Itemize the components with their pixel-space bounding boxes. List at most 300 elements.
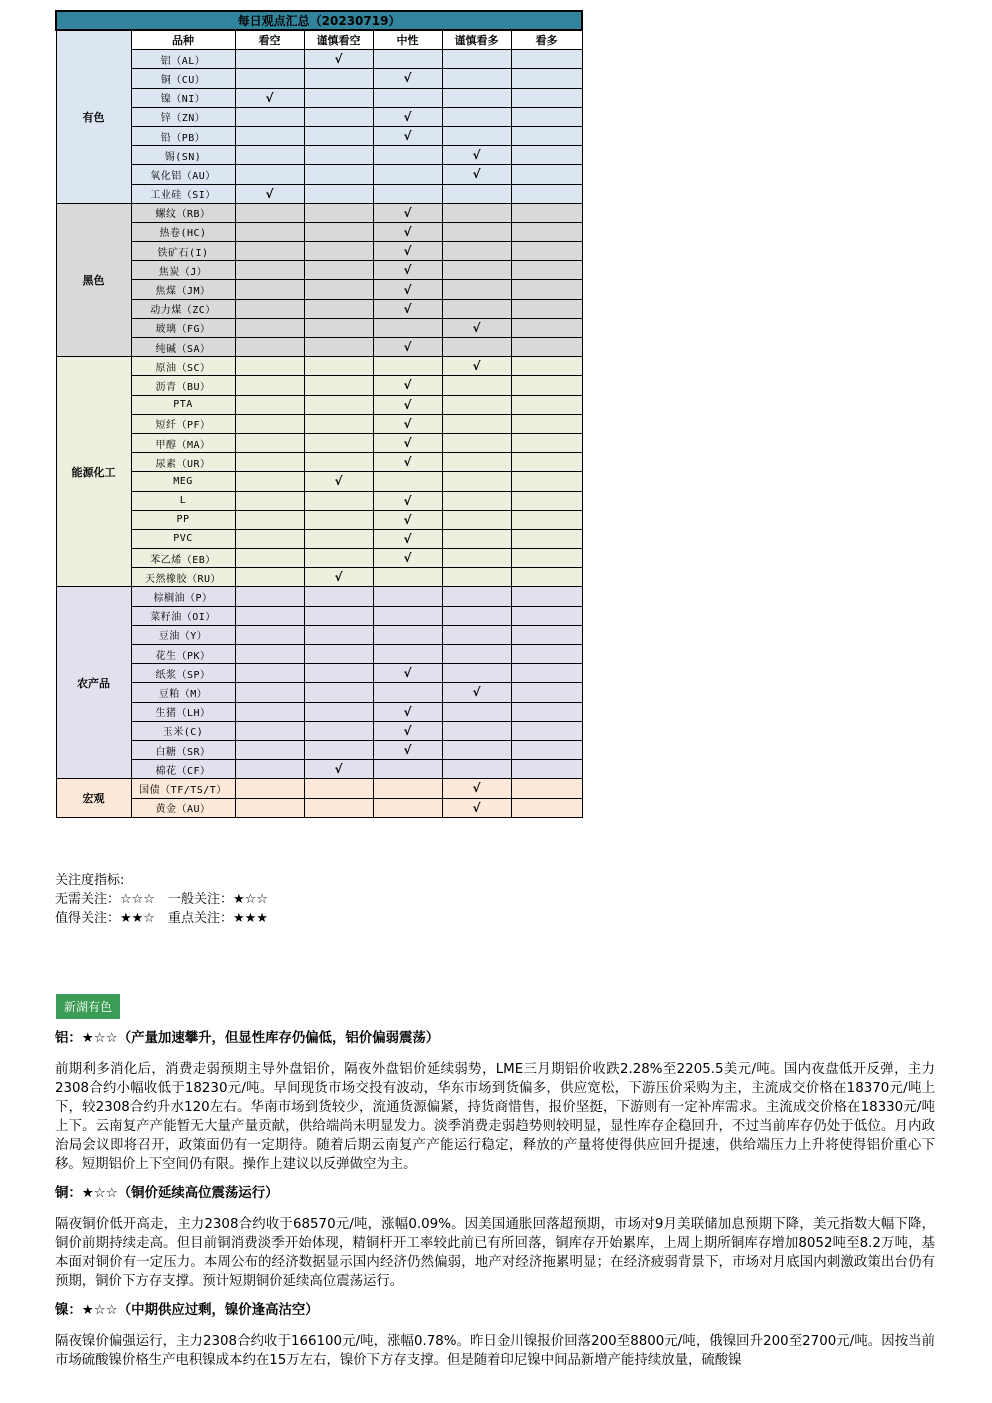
view-cell: [373, 50, 442, 69]
sector-label: 能源化工: [56, 357, 131, 587]
view-cell: [511, 433, 582, 452]
section-badge: 新湖有色: [56, 994, 120, 1019]
view-cell: [235, 357, 304, 376]
view-cell: [304, 779, 373, 798]
sector-label: 农产品: [56, 587, 131, 779]
table-row: [56, 645, 582, 664]
view-cell: [304, 261, 373, 280]
view-check-mark: √: [442, 683, 511, 702]
nickel-body: 隔夜镍价偏强运行，主力2308合约收于166100元/吨，涨幅0.78%。昨日金川镍报价回落200至8800元/吨，俄镍回升200至2700元/吨。因按当前市场硫酸镍价格生产电积镍成本约在15万左右，镍价下方存支撑。但是随着印尼镍中间品新增产能持续放量，硫酸镍: [55, 1334, 935, 1368]
view-cell: [442, 242, 511, 261]
table-row: [56, 702, 582, 721]
view-cell: [442, 299, 511, 318]
item-name: 动力煤（ZC）: [131, 299, 235, 318]
view-cell: [511, 721, 582, 740]
view-cell: [235, 664, 304, 683]
table-row: [56, 50, 582, 69]
legend-line-2: 值得关注：★★☆ 重点关注：★★★: [55, 911, 268, 926]
view-check-mark: √: [442, 798, 511, 817]
view-cell: [304, 491, 373, 510]
view-cell: [511, 107, 582, 126]
view-cell: [442, 529, 511, 548]
view-cell: [373, 88, 442, 107]
view-check-mark: √: [373, 453, 442, 472]
view-cell: [304, 510, 373, 529]
item-name: 纯碱（SA）: [131, 338, 235, 357]
view-check-mark: √: [373, 491, 442, 510]
view-cell: [511, 740, 582, 759]
item-name: PVC: [131, 529, 235, 548]
view-check-mark: √: [235, 88, 304, 107]
view-cell: [442, 50, 511, 69]
view-cell: [373, 165, 442, 184]
view-cell: [511, 165, 582, 184]
item-name: 菜籽油（OI）: [131, 606, 235, 625]
view-cell: [304, 203, 373, 222]
view-cell: [235, 798, 304, 817]
view-cell: [235, 299, 304, 318]
view-cell: [442, 261, 511, 280]
view-cell: [235, 318, 304, 337]
view-check-mark: √: [373, 529, 442, 548]
view-cell: [511, 625, 582, 644]
view-cell: [442, 721, 511, 740]
view-cell: [511, 203, 582, 222]
table-row: [56, 146, 582, 165]
view-cell: [304, 357, 373, 376]
view-check-mark: √: [373, 338, 442, 357]
view-cell: [304, 318, 373, 337]
view-cell: [235, 549, 304, 568]
view-cell: [442, 549, 511, 568]
view-cell: [511, 261, 582, 280]
view-cell: [442, 664, 511, 683]
view-check-mark: √: [304, 472, 373, 491]
view-cell: [373, 568, 442, 587]
table-row: [56, 510, 582, 529]
table-row: [56, 395, 582, 414]
view-cell: [235, 376, 304, 395]
item-name: 热卷(HC): [131, 222, 235, 241]
view-cell: [304, 280, 373, 299]
view-check-mark: √: [373, 395, 442, 414]
view-cell: [304, 69, 373, 88]
view-cell: [511, 184, 582, 203]
view-check-mark: √: [373, 280, 442, 299]
view-cell: [235, 779, 304, 798]
item-name: 锡(SN): [131, 146, 235, 165]
view-cell: [442, 510, 511, 529]
view-cell: [511, 702, 582, 721]
view-cell: [511, 645, 582, 664]
view-cell: [442, 203, 511, 222]
item-name: 铝（AL）: [131, 50, 235, 69]
view-cell: [235, 165, 304, 184]
item-name: 豆油（Y）: [131, 625, 235, 644]
item-name: 铜（CU）: [131, 69, 235, 88]
view-cell: [304, 529, 373, 548]
view-check-mark: √: [304, 760, 373, 779]
view-cell: [442, 107, 511, 126]
table-row: [56, 529, 582, 548]
item-name: 铁矿石(I): [131, 242, 235, 261]
view-check-mark: √: [442, 318, 511, 337]
view-check-mark: √: [373, 126, 442, 145]
table-row: [56, 222, 582, 241]
view-cell: [511, 222, 582, 241]
table-row: [56, 664, 582, 683]
view-cell: [304, 721, 373, 740]
view-cell: [304, 338, 373, 357]
view-cell: [511, 126, 582, 145]
view-cell: [304, 107, 373, 126]
item-name: 天然橡胶（RU）: [131, 568, 235, 587]
table-row: [56, 242, 582, 261]
table-row: [56, 433, 582, 452]
view-cell: [442, 184, 511, 203]
view-cell: [373, 779, 442, 798]
header-item: 品种: [131, 30, 235, 50]
table-row: [56, 126, 582, 145]
item-name: 花生（PK）: [131, 645, 235, 664]
view-cell: [304, 184, 373, 203]
view-cell: [373, 587, 442, 606]
view-cell: [304, 414, 373, 433]
view-check-mark: √: [373, 740, 442, 759]
view-cell: [304, 606, 373, 625]
item-name: 镍（NI）: [131, 88, 235, 107]
item-name: PTA: [131, 395, 235, 414]
view-cell: [511, 338, 582, 357]
table-row: [56, 261, 582, 280]
view-cell: [304, 242, 373, 261]
view-cell: [442, 453, 511, 472]
table-row: [56, 165, 582, 184]
aluminum-body: 前期利多消化后，消费走弱预期主导外盘铝价，隔夜外盘铝价延续弱势，LME三月期铝价收跌2.28%至2205.5美元/吨。国内夜盘低开反弹，主力2308合约小幅收低于18230元/吨。早间现货市场交投有波动，华东市场到货偏多，供应宽松，下游压价采购为主，主流成交价格在18370元/吨上下，较2308合约升水120左右。华南市场到货较少，流通货源偏紧，持货商惜售，报价坚挺，下游则有一定补库需求。主流成交价格在18330元/吨上下。云南复产产能暂无大量产量贡献，供给端尚未明显发力。淡季消费走弱趋势则较明显，显性库存企稳回升，不过当前库存仍处于低位。月内政治局会议即将召开，政策面仍有一定期待。随着后期云南复产产能运行稳定，释放的产量将使得供应回升提速，供给端压力上升将使得铝价重心下移。短期铝价上下空间仍有限。操作上建议以反弹做空为主。: [55, 1062, 935, 1172]
table-row: [56, 568, 582, 587]
table-row: [56, 740, 582, 759]
view-cell: [235, 491, 304, 510]
view-cell: [235, 472, 304, 491]
view-cell: [442, 587, 511, 606]
table-row: [56, 683, 582, 702]
table-row: [56, 491, 582, 510]
header-col: 看空: [235, 30, 304, 50]
view-cell: [511, 453, 582, 472]
view-cell: [235, 69, 304, 88]
item-name: 原油（SC）: [131, 357, 235, 376]
item-name: 螺纹（RB）: [131, 203, 235, 222]
view-cell: [511, 760, 582, 779]
view-check-mark: √: [373, 664, 442, 683]
view-cell: [442, 338, 511, 357]
view-cell: [235, 395, 304, 414]
view-cell: [304, 376, 373, 395]
view-cell: [304, 126, 373, 145]
view-cell: [235, 721, 304, 740]
item-name: 工业硅（SI）: [131, 184, 235, 203]
view-cell: [511, 88, 582, 107]
view-cell: [442, 280, 511, 299]
view-cell: [511, 376, 582, 395]
view-cell: [511, 491, 582, 510]
view-cell: [373, 472, 442, 491]
article-section: [55, 1028, 935, 1379]
view-check-mark: √: [373, 203, 442, 222]
sector-label: 有色: [56, 30, 131, 203]
view-cell: [442, 625, 511, 644]
view-check-mark: √: [235, 184, 304, 203]
copper-heading: 铜：★☆☆（铜价延续高位震荡运行）: [55, 1186, 279, 1201]
view-cell: [304, 683, 373, 702]
view-cell: [511, 146, 582, 165]
item-name: 短纤（PF）: [131, 414, 235, 433]
header-col: 谨慎看空: [304, 30, 373, 50]
item-name: 纸浆（SP）: [131, 664, 235, 683]
view-cell: [442, 395, 511, 414]
view-cell: [235, 50, 304, 69]
daily-view-summary-table: [55, 10, 583, 818]
view-cell: [442, 472, 511, 491]
item-name: 氧化铝（AU）: [131, 165, 235, 184]
view-check-mark: √: [442, 146, 511, 165]
view-cell: [511, 529, 582, 548]
table-row: [56, 338, 582, 357]
view-cell: [511, 568, 582, 587]
header-row: [56, 30, 582, 50]
attention-legend: [55, 871, 268, 928]
view-cell: [442, 414, 511, 433]
view-cell: [235, 242, 304, 261]
view-check-mark: √: [442, 165, 511, 184]
item-name: 锌（ZN）: [131, 107, 235, 126]
view-cell: [442, 568, 511, 587]
sector-label: 黑色: [56, 203, 131, 357]
view-cell: [235, 414, 304, 433]
view-cell: [373, 645, 442, 664]
item-name: 生猪（LH）: [131, 702, 235, 721]
view-check-mark: √: [373, 222, 442, 241]
view-cell: [442, 740, 511, 759]
view-check-mark: √: [442, 357, 511, 376]
view-check-mark: √: [373, 433, 442, 452]
item-name: 玉米(C): [131, 721, 235, 740]
view-check-mark: √: [373, 69, 442, 88]
item-name: 焦炭（J）: [131, 261, 235, 280]
view-cell: [304, 740, 373, 759]
view-cell: [235, 645, 304, 664]
table-row: [56, 299, 582, 318]
view-check-mark: √: [373, 299, 442, 318]
view-cell: [511, 472, 582, 491]
view-cell: [304, 798, 373, 817]
view-cell: [235, 606, 304, 625]
view-cell: [442, 433, 511, 452]
item-name: 甲醇（MA）: [131, 433, 235, 452]
sector-label: 宏观: [56, 779, 131, 817]
view-cell: [442, 88, 511, 107]
view-cell: [304, 433, 373, 452]
view-cell: [511, 280, 582, 299]
item-name: 豆粕（M）: [131, 683, 235, 702]
table-row: [56, 453, 582, 472]
view-cell: [442, 69, 511, 88]
view-cell: [373, 318, 442, 337]
view-cell: [304, 625, 373, 644]
view-check-mark: √: [373, 702, 442, 721]
view-cell: [235, 625, 304, 644]
view-cell: [511, 395, 582, 414]
view-cell: [511, 414, 582, 433]
view-cell: [511, 587, 582, 606]
table-row: [56, 88, 582, 107]
view-cell: [235, 280, 304, 299]
view-check-mark: √: [373, 721, 442, 740]
view-cell: [235, 222, 304, 241]
view-cell: [373, 683, 442, 702]
item-name: MEG: [131, 472, 235, 491]
view-cell: [235, 510, 304, 529]
item-name: 棉花（CF）: [131, 760, 235, 779]
view-cell: [304, 587, 373, 606]
view-cell: [511, 50, 582, 69]
view-cell: [235, 338, 304, 357]
view-check-mark: √: [373, 510, 442, 529]
header-col: 谨慎看多: [442, 30, 511, 50]
view-cell: [304, 146, 373, 165]
table-row: [56, 549, 582, 568]
table-row: [56, 184, 582, 203]
item-name: 焦煤（JM）: [131, 280, 235, 299]
view-cell: [373, 798, 442, 817]
view-cell: [511, 299, 582, 318]
table-row: [56, 357, 582, 376]
view-cell: [511, 510, 582, 529]
view-cell: [373, 184, 442, 203]
view-cell: [442, 645, 511, 664]
view-cell: [304, 222, 373, 241]
table-row: [56, 721, 582, 740]
view-cell: [442, 760, 511, 779]
item-name: 白糖（SR）: [131, 740, 235, 759]
view-cell: [235, 568, 304, 587]
view-cell: [235, 261, 304, 280]
item-name: 尿素（UR）: [131, 453, 235, 472]
view-cell: [442, 376, 511, 395]
view-cell: [235, 760, 304, 779]
table-row: [56, 414, 582, 433]
view-check-mark: √: [304, 50, 373, 69]
copper-body: 隔夜铜价低开高走，主力2308合约收于68570元/吨，涨幅0.09%。因美国通胀回落超预期，市场对9月美联储加息预期下降，美元指数大幅下降，铜价前期持续走高。但目前铜消费淡季开始体现，精铜杆开工率较此前已有所回落，铜库存开始累库，上周上期所铜库存增加8052吨至8.2万吨，基本面对铜价有一定压力。本周公布的经济数据显示国内经济仍然偏弱，地产对经济拖累明显；在经济疲弱背景下，市场对月底国内刺激政策出台仍有预期，铜价下方存支撑。预计短期铜价延续高位震荡运行。: [55, 1217, 935, 1289]
view-cell: [511, 549, 582, 568]
view-cell: [511, 242, 582, 261]
view-cell: [442, 702, 511, 721]
table-row: [56, 203, 582, 222]
item-name: 铅（PB）: [131, 126, 235, 145]
table-row: [56, 280, 582, 299]
item-name: 国债（TF/TS/T）: [131, 779, 235, 798]
view-cell: [511, 606, 582, 625]
table-row: [56, 798, 582, 817]
view-cell: [511, 318, 582, 337]
view-cell: [235, 146, 304, 165]
view-cell: [511, 779, 582, 798]
item-name: 沥青（BU）: [131, 376, 235, 395]
view-check-mark: √: [304, 568, 373, 587]
legend-heading: 关注度指标:: [55, 873, 125, 888]
view-cell: [511, 357, 582, 376]
view-cell: [235, 433, 304, 452]
table-row: [56, 376, 582, 395]
view-cell: [235, 126, 304, 145]
view-cell: [511, 798, 582, 817]
view-cell: [373, 606, 442, 625]
view-cell: [235, 529, 304, 548]
view-check-mark: √: [373, 261, 442, 280]
view-cell: [304, 453, 373, 472]
view-cell: [511, 683, 582, 702]
view-cell: [235, 107, 304, 126]
header-col: 看多: [511, 30, 582, 50]
table-row: [56, 779, 582, 798]
item-name: 棕榈油（P）: [131, 587, 235, 606]
view-cell: [373, 357, 442, 376]
view-check-mark: √: [442, 779, 511, 798]
view-cell: [442, 222, 511, 241]
view-cell: [511, 69, 582, 88]
view-cell: [235, 683, 304, 702]
view-cell: [235, 702, 304, 721]
table-row: [56, 318, 582, 337]
header-col: 中性: [373, 30, 442, 50]
view-check-mark: √: [373, 376, 442, 395]
view-cell: [235, 453, 304, 472]
table-row: [56, 625, 582, 644]
view-cell: [304, 664, 373, 683]
table-row: [56, 760, 582, 779]
view-cell: [235, 740, 304, 759]
view-cell: [304, 645, 373, 664]
table-row: [56, 107, 582, 126]
view-check-mark: √: [373, 107, 442, 126]
view-cell: [304, 299, 373, 318]
view-cell: [235, 203, 304, 222]
item-name: 黄金（AU）: [131, 798, 235, 817]
view-check-mark: √: [373, 242, 442, 261]
view-cell: [373, 625, 442, 644]
nickel-heading: 镍：★☆☆（中期供应过剩，镍价逢高沽空）: [55, 1303, 319, 1318]
view-cell: [373, 760, 442, 779]
aluminum-heading: 铝：★☆☆（产量加速攀升，但显性库存仍偏低，铝价偏弱震荡）: [55, 1031, 440, 1046]
legend-line-1: 无需关注：☆☆☆ 一般关注：★☆☆: [55, 892, 268, 907]
table-row: [56, 69, 582, 88]
item-name: L: [131, 491, 235, 510]
view-cell: [304, 88, 373, 107]
view-cell: [442, 126, 511, 145]
item-name: 苯乙烯（EB）: [131, 549, 235, 568]
view-cell: [373, 146, 442, 165]
view-cell: [235, 587, 304, 606]
view-cell: [304, 395, 373, 414]
view-check-mark: √: [373, 414, 442, 433]
view-cell: [304, 165, 373, 184]
view-cell: [304, 549, 373, 568]
table-row: [56, 606, 582, 625]
table-row: [56, 472, 582, 491]
view-cell: [511, 664, 582, 683]
view-cell: [442, 491, 511, 510]
view-check-mark: √: [373, 549, 442, 568]
